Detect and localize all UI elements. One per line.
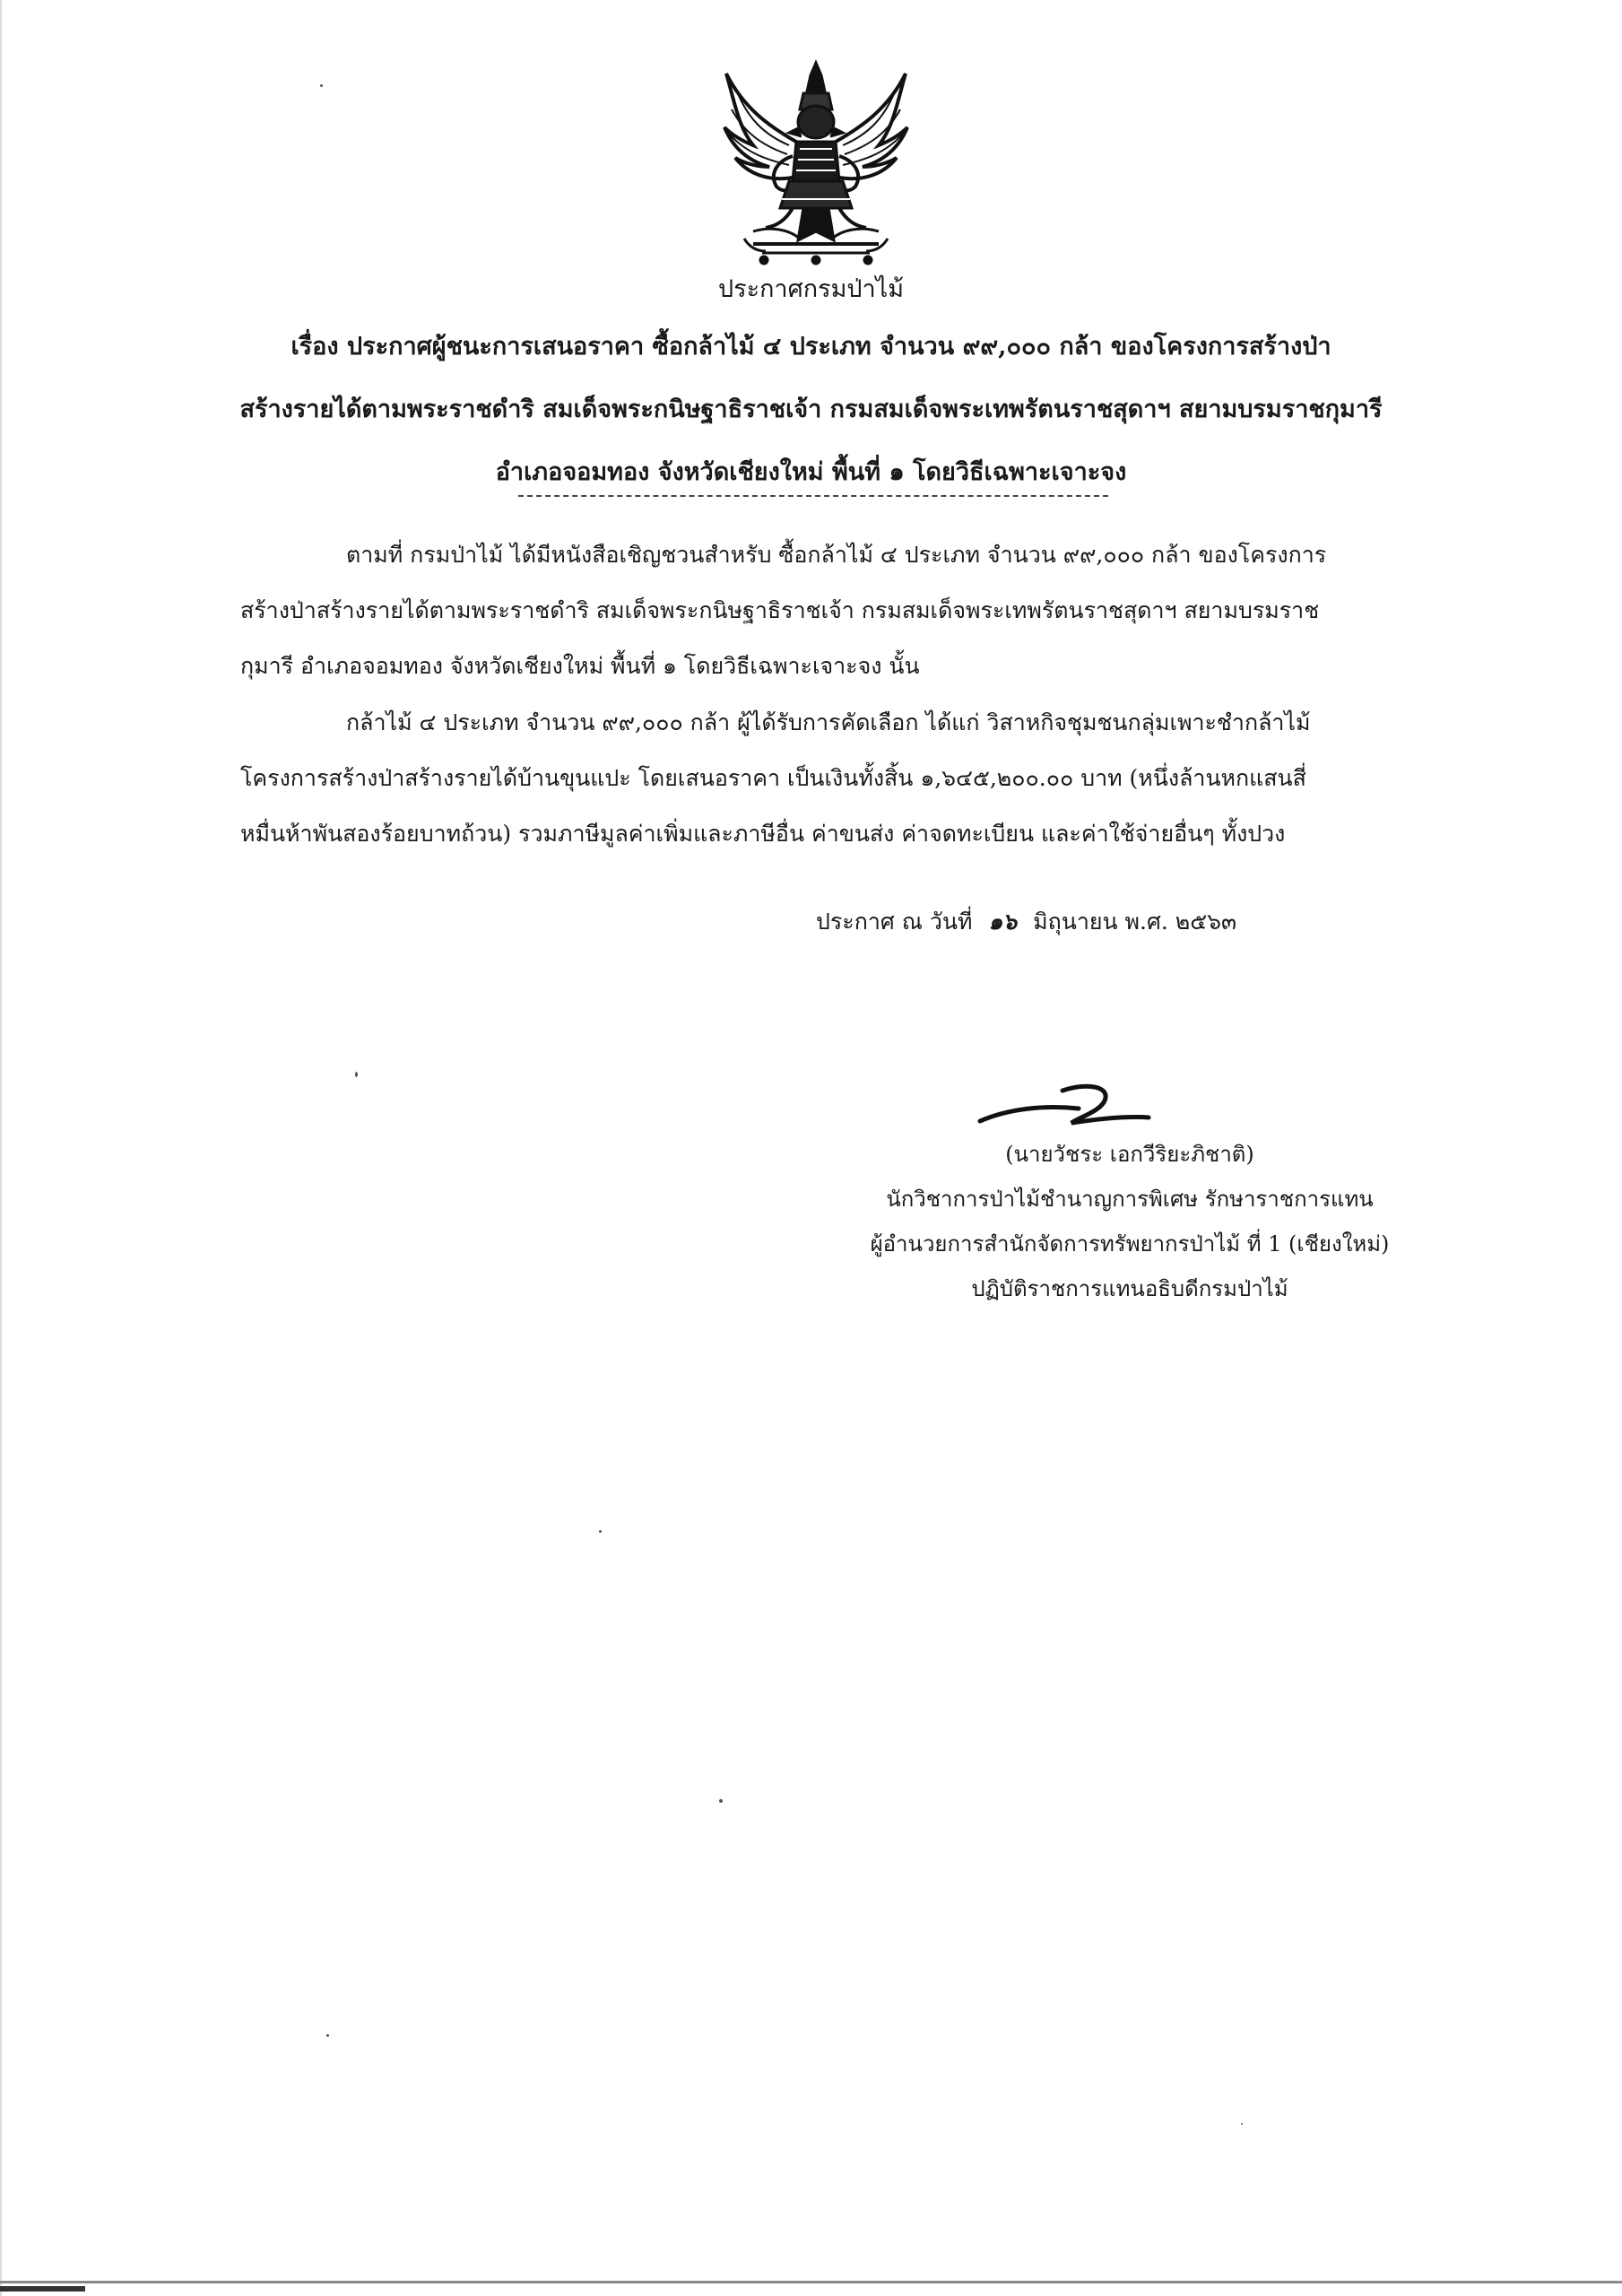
scan-speck	[1241, 2123, 1243, 2125]
paragraph-line: กุมารี อำเภอจอมทอง จังหวัดเชียงใหม่ พื้นที่ ๑ โดยวิธีเฉพาะเจาะจง นั้น	[240, 653, 920, 679]
signature-mark	[973, 1078, 1152, 1132]
date-day-handwritten: ๑๖	[988, 909, 1018, 935]
announcement-heading: ประกาศกรมป่าไม้	[717, 275, 905, 303]
scan-speck	[326, 2034, 329, 2037]
signer-position: ปฏิบัติราชการแทนอธิบดีกรมป่าไม้	[971, 1276, 1288, 1301]
signer-block	[789, 1132, 1470, 1311]
paragraph-line: โครงการสร้างป่าสร้างรายได้บ้านขุนแปะ โดยเสนอราคา เป็นเงินทั้งสิ้น ๑,๖๔๕,๒๐๐.๐๐ บาท (หนึ่งล้านหกแสนสี่	[240, 765, 1306, 791]
scan-speck	[355, 1072, 358, 1077]
date-prefix: ประกาศ ณ วันที่	[816, 909, 973, 935]
signer-name: (นายวัชระ เอกวีริยะภิชาติ)	[1005, 1142, 1254, 1167]
announcement-subject	[0, 316, 1622, 504]
subject-line: เรื่อง ประกาศผู้ชนะการเสนอราคา ซื้อกล้าไม้ ๔ ประเภท จำนวน ๙๙,๐๐๐ กล้า ของโครงการสร้างป่า	[291, 333, 1331, 361]
scan-bottom-mark	[0, 2286, 85, 2292]
dashed-divider	[518, 495, 1108, 497]
body-paragraph-2	[240, 695, 1311, 862]
paragraph-line: หมื่นห้าพันสองร้อยบาทถ้วน) รวมภาษีมูลค่าเพิ่มและภาษีอื่น ค่าขนส่ง ค่าจดทะเบียน และค่าใช้จ่ายอื่นๆ ทั้งปวง	[240, 821, 1286, 847]
paragraph-line: สร้างป่าสร้างรายได้ตามพระราชดำริ สมเด็จพระกนิษฐาธิราชเจ้า กรมสมเด็จพระเทพรัตนราชสุดาฯ สยามบรมราช	[240, 597, 1320, 623]
scan-speck	[320, 84, 323, 87]
signer-position: ผู้อำนวยการสำนักจัดการทรัพยากรป่าไม้ ที่ 1 (เชียงใหม่)	[870, 1231, 1390, 1257]
date-month-year: มิถุนายน พ.ศ. ๒๕๖๓	[1033, 909, 1237, 935]
scan-speck	[719, 1799, 723, 1803]
signer-position: นักวิชาการป่าไม้ชำนาญการพิเศษ รักษาราชการแทน	[886, 1187, 1374, 1212]
garuda-emblem-icon	[717, 56, 915, 266]
subject-line: สร้างรายได้ตามพระราชดำริ สมเด็จพระกนิษฐาธิราชเจ้า กรมสมเด็จพระเทพรัตนราชสุดาฯ สยามบรมราชกุมารี	[239, 396, 1383, 423]
announcement-date	[816, 904, 1236, 940]
body-paragraph-1	[240, 527, 1326, 694]
subject-line: อำเภอจอมทอง จังหวัดเชียงใหม่ พื้นที่ ๑ โดยวิธีเฉพาะเจาะจง	[495, 458, 1127, 486]
scan-speck	[599, 1530, 602, 1533]
paragraph-line: ตามที่ กรมป่าไม้ ได้มีหนังสือเชิญชวนสำหรับ ซื้อกล้าไม้ ๔ ประเภท จำนวน ๙๙,๐๐๐ กล้า ของโครงการ	[346, 542, 1327, 568]
paragraph-line: กล้าไม้ ๔ ประเภท จำนวน ๙๙,๐๐๐ กล้า ผู้ได้รับการคัดเลือก ได้แก่ วิสาหกิจชุมชนกลุ่มเพาะชำกล้าไม้	[346, 709, 1311, 735]
scan-bottom-edge	[0, 2281, 1622, 2283]
